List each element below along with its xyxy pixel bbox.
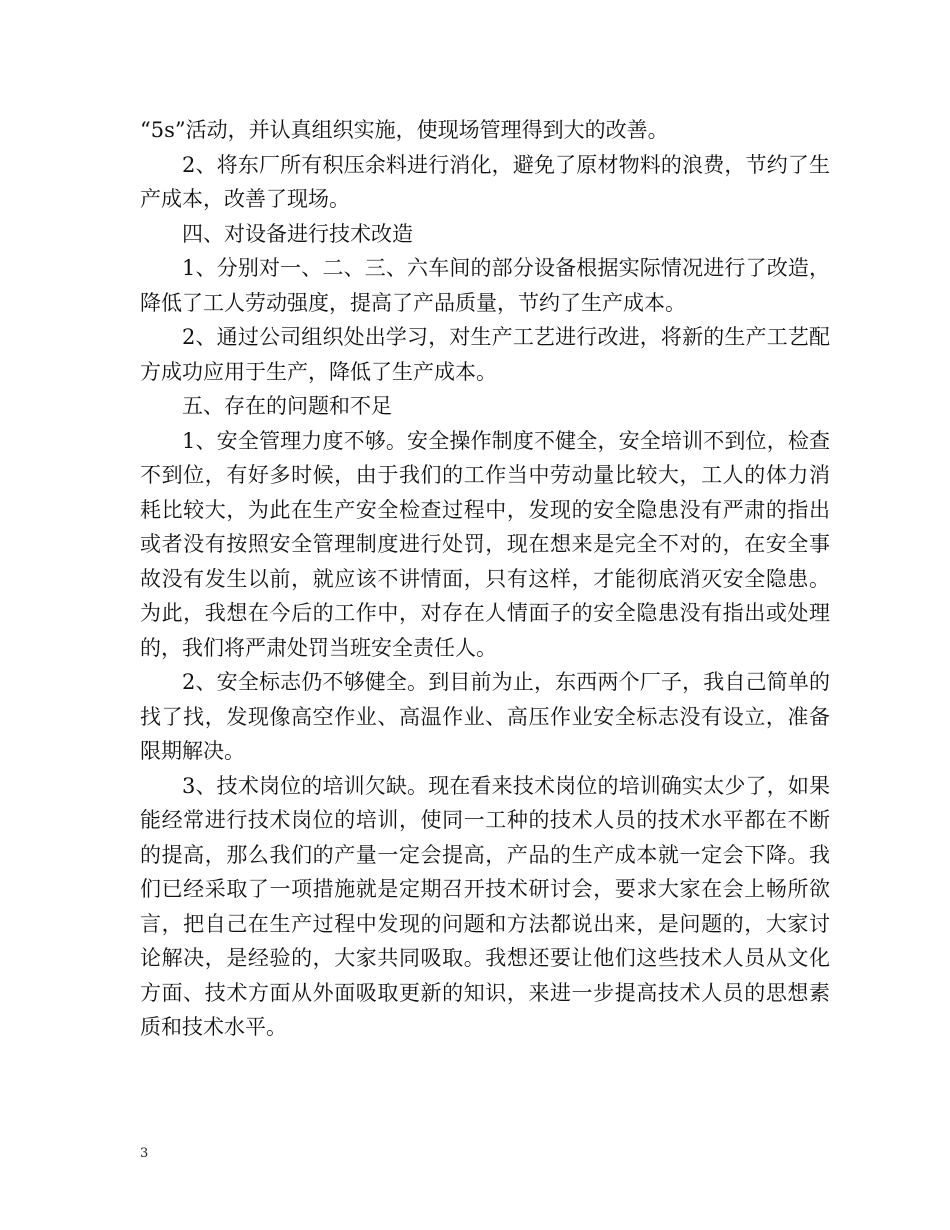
paragraph-item-2-waste: 2、将东厂所有积压余料进行消化，避免了原材物料的浪费，节约了生产成本，改善了现场。 <box>140 152 830 211</box>
paragraph-item-2-process: 2、通过公司组织处出学习，对生产工艺进行改进，将新的生产工艺配方成功应用于生产，降低了生产成本。 <box>140 325 830 384</box>
paragraph-continuation: “5s”活动，并认真组织实施，使现场管理得到大的改善。 <box>140 118 669 142</box>
paragraph-item-1-equipment: 1、分别对一、二、三、六车间的部分设备根据实际情况进行了改造，降低了工人劳动强度，提高了产品质量，节约了生产成本。 <box>140 256 830 315</box>
paragraph-item-3-training: 3、技术岗位的培训欠缺。现在看来技术岗位的培训确实太少了，如果能经常进行技术岗位的培训，使同一工种的技术人员的技术水平都在不断的提高，那么我们的产量一定会提高，产品的生产成本就一定会下降。我们已经采取了一项措施就是定期召开技术研讨会，要求大家在会上畅所欲言，把自己在生产过程中发现的问题和方法都说出来，是问题的，大家讨论解决，是经验的，大家共同吸取。我想还要让他们这些技术人员从文化方面、技术方面从外面吸取更新的知识，来进一步提高技术人员的思想素质和技术水平。 <box>140 773 830 1039</box>
paragraph-item-1-safety: 1、安全管理力度不够。安全操作制度不健全，安全培训不到位，检查不到位，有好多时候，由于我们的工作当中劳动量比较大，工人的体力消耗比较大，为此在生产安全检查过程中，发现的安全隐患没有严肃的指出或者没有按照安全管理制度进行处罚，现在想来是完全不对的，在安全事故没有发生以前，就应该不讲情面，只有这样，才能彻底消灭安全隐患。为此，我想在今后的工作中，对存在人情面子的安全隐患没有指出或处理的，我们将严肃处罚当班安全责任人。 <box>140 428 830 660</box>
page-number: 3 <box>140 1146 149 1161</box>
paragraph-item-2-signs: 2、安全标志仍不够健全。到目前为止，东西两个厂子，我自己简单的找了找，发现像高空作业、高温作业、高压作业安全标志没有设立，准备限期解决。 <box>140 670 830 763</box>
document-body <box>140 113 830 1045</box>
section-heading-5: 五、存在的问题和不足 <box>182 394 392 418</box>
section-heading-4: 四、对设备进行技术改造 <box>182 221 413 246</box>
